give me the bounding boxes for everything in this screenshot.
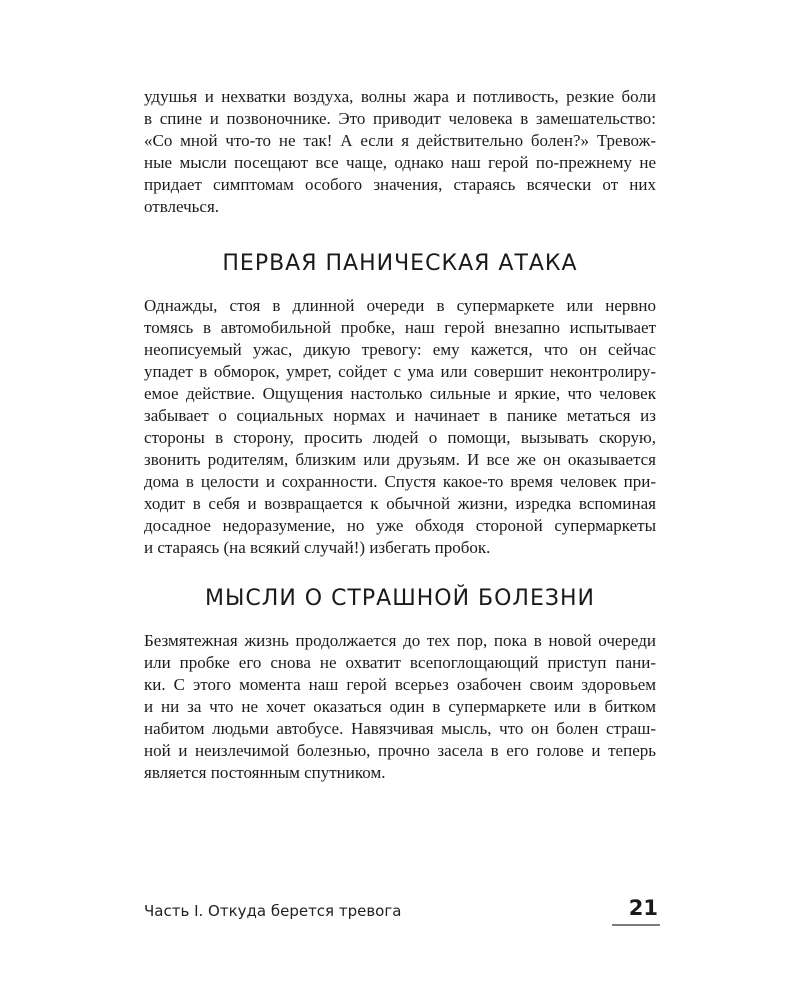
page-number-rule xyxy=(612,924,660,926)
paragraph-text xyxy=(144,86,656,218)
paragraph-first-panic-attack xyxy=(144,295,656,559)
text-line: ной и неизлечимой болезнью, прочно засела в его голове и теперь xyxy=(144,741,656,760)
text-line: «Со мной что-то не так! А если я действительно болен?» Тревож- xyxy=(144,131,656,150)
text-line: упадет в обморок, умрет, сойдет с ума или совершит неконтролиру- xyxy=(144,362,656,381)
section-heading-thoughts-of-illness: МЫСЛИ О СТРАШНОЙ БОЛЕЗНИ xyxy=(205,586,595,611)
text-line: или пробке его снова не охватит всепоглощающий приступ пани- xyxy=(144,653,656,672)
text-line: в спине и позвоночнике. Это приводит человека в замешательство: xyxy=(144,109,656,128)
text-line: емое действие. Ощущения настолько сильные и яркие, что человек xyxy=(144,384,656,403)
text-line: набитом людьми автобусе. Навязчивая мысль, что он болен страш- xyxy=(144,719,656,738)
text-line: неописуемый ужас, дикую тревогу: ему кажется, что он сейчас xyxy=(144,340,656,359)
page-number: 21 xyxy=(628,896,658,920)
text-line: дома в целости и сохранности. Спустя какое-то время человек при- xyxy=(144,472,656,491)
running-footer-chapter-title: Часть I. Откуда берется тревога xyxy=(144,902,402,920)
text-line: ки. С этого момента наш герой всерьез озабочен своим здоровьем xyxy=(144,675,656,694)
text-line: Однажды, стоя в длинной очереди в супермаркете или нервно xyxy=(144,296,656,315)
paragraph-thoughts-of-illness xyxy=(144,630,656,784)
text-line: стороны в сторону, просить людей о помощи, вызывать скорую, xyxy=(144,428,656,447)
text-line: досадное недоразумение, но уже обходя стороной супермаркеты xyxy=(144,516,656,535)
paragraph-text xyxy=(144,295,656,559)
text-line: ходит в себя и возвращается к обычной жизни, изредка вспоминая xyxy=(144,494,656,513)
text-line: и ни за что не хочет оказаться один в супермаркете или в битком xyxy=(144,697,656,716)
text-line: Безмятежная жизнь продолжается до тех пор, пока в новой очереди xyxy=(144,631,656,650)
text-line: является постоянным спутником. xyxy=(144,763,386,782)
text-line: отвлечься. xyxy=(144,197,220,216)
paragraph-intro xyxy=(144,86,656,218)
text-line: забывает о социальных нормах и начинает в панике метаться из xyxy=(144,406,656,425)
text-line: звонить родителям, близким или друзьям. И все же он оказывается xyxy=(144,450,656,469)
text-line: ные мысли посещают все чаще, однако наш герой по-прежнему не xyxy=(144,153,656,172)
paragraph-text xyxy=(144,630,656,784)
section-heading-first-panic-attack: ПЕРВАЯ ПАНИЧЕСКАЯ АТАКА xyxy=(222,251,578,276)
text-line: удушья и нехватки воздуха, волны жара и потливость, резкие боли xyxy=(144,87,656,106)
text-line: и стараясь (на всякий случай!) избегать пробок. xyxy=(144,538,491,557)
text-line: томясь в автомобильной пробке, наш герой внезапно испытывает xyxy=(144,318,656,337)
text-line: придает симптомам особого значения, стараясь всячески от них xyxy=(144,175,656,194)
